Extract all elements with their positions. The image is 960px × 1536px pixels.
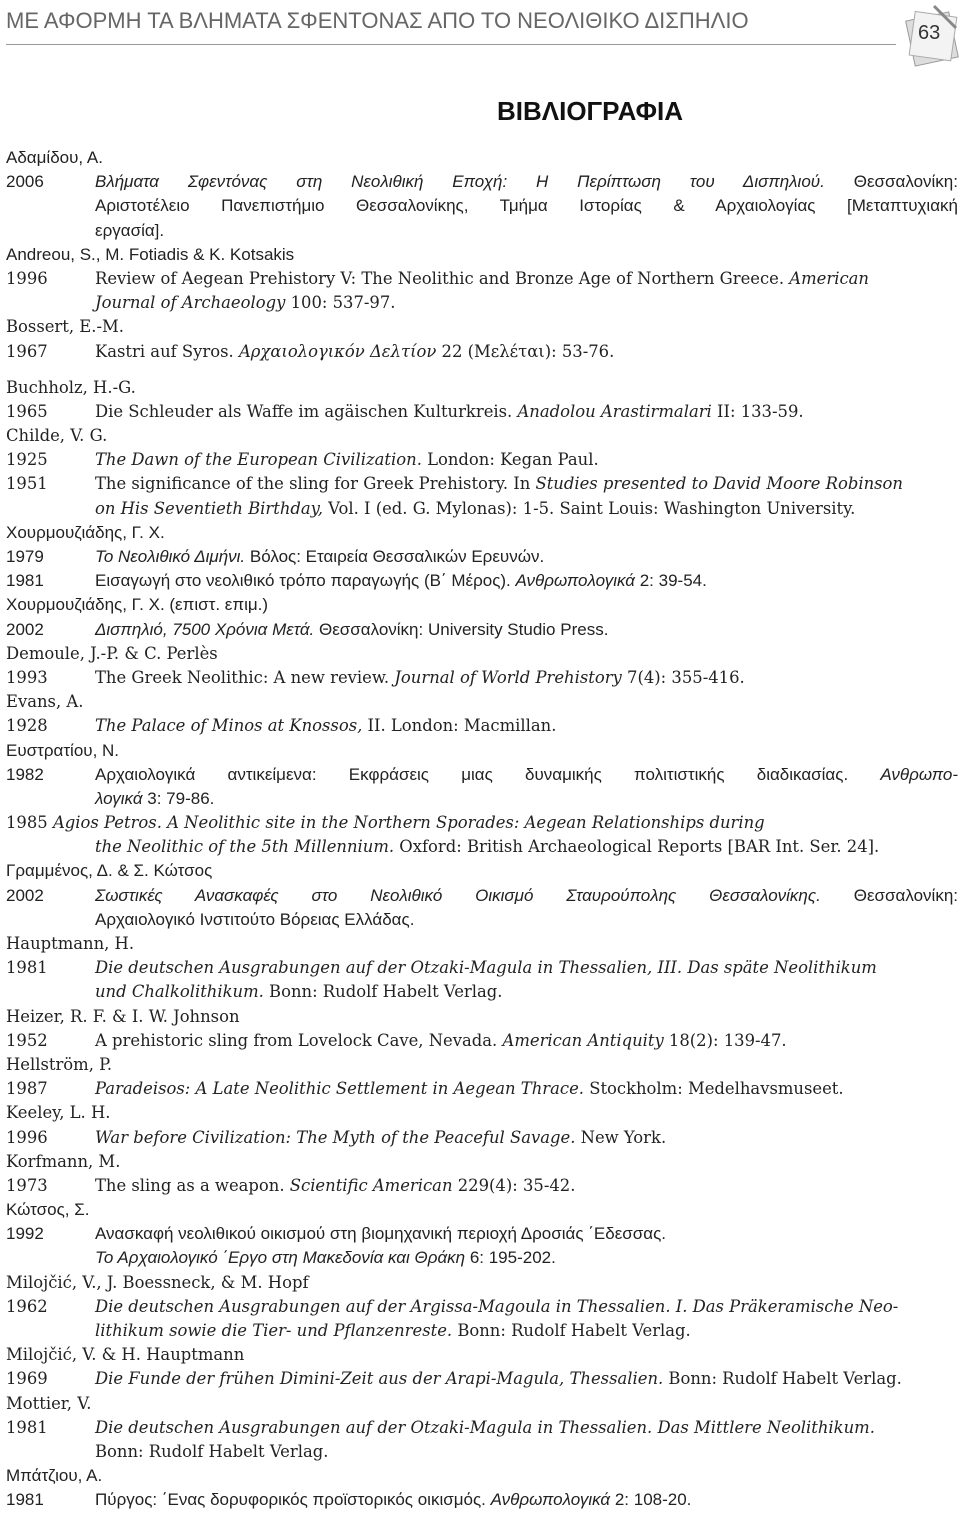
entry-title: A prehistoric sling from Lovelock Cave, Nevada. — [95, 1030, 503, 1050]
entry-publisher: Θεσσαλονίκη: — [824, 172, 958, 192]
entry-publisher: Θεσσαλονίκη: University Studio Press. — [314, 619, 609, 639]
entry-pages: 229(4): 35-42. — [452, 1175, 576, 1195]
entry-year: 1987 — [6, 1079, 48, 1099]
entry-pages: 18(2): 139-47. — [663, 1030, 787, 1050]
entry-journal: Ανθρωπολογικά — [490, 1490, 611, 1510]
author-line: Ευστρατίου, Ν. — [6, 740, 120, 760]
entry-continuation — [6, 835, 958, 859]
entry-line — [6, 472, 958, 496]
entry-title: Βλήματα Σφεντόνας στη Νεολιθική Εποχή: Η Περίπτωση του Δισπηλιού. — [95, 172, 825, 192]
entry-continuation: Bonn: Rudolf Habelt Verlag. — [95, 1441, 329, 1461]
entry-title: und Chalkolithikum. — [95, 982, 264, 1002]
entry-continuation — [6, 1246, 958, 1270]
entry-line — [6, 1416, 958, 1440]
entry-journal: American Antiquity — [502, 1030, 664, 1050]
section-title: ΒΙΒΛΙΟΓΡΑΦΙΑ — [496, 96, 684, 126]
entry-title: Die deutschen Ausgrabungen auf der Otzaki-Magula in Thessalien. Das Mittlere Neolithikum. — [95, 1417, 875, 1437]
entry-pages: 100: 537-97. — [285, 293, 396, 313]
entry-year: 1996 — [6, 1127, 48, 1147]
author-line: Heizer, R. F. & I. W. Johnson — [6, 1006, 240, 1026]
entry-continuation — [6, 291, 958, 315]
entry-book: on His Seventieth Birthday, — [95, 498, 323, 518]
entry-publisher: Oxford: British Archaeological Reports [BAR Int. Ser. 24]. — [394, 837, 880, 857]
entry-publisher: Θεσσαλονίκη: — [820, 885, 958, 905]
entry-title: The Palace of Minos at Knossos, — [95, 716, 363, 736]
entry-title: Die Funde der frühen Dimini-Zeit aus der Arapi-Magula, Thessalien. — [95, 1369, 664, 1389]
entry-journal: Ανθρωπολογικά — [515, 571, 635, 591]
entry-title: Die deutschen Ausgrabungen auf der Otzaki-Magula in Thessalien, III. Das späte Neolithikum — [95, 958, 877, 978]
entry-line — [6, 1295, 958, 1319]
entry-publisher: New York. — [575, 1127, 667, 1147]
entry-publisher: Vol. I (ed. G. Mylonas): 1-5. Saint Louis: Washington University. — [322, 498, 856, 518]
entry-year: 1982 — [6, 764, 44, 784]
entry-line — [6, 666, 958, 690]
entry-title: Die deutschen Ausgrabungen auf der Argissa-Magoula in Thessalien. I. Das Präkeramische Neo- — [95, 1296, 899, 1316]
entry-line — [6, 618, 958, 642]
entry-continuation: εργασία]. — [95, 220, 165, 240]
entry-pages: II: 133-59. — [711, 401, 804, 421]
entry-continuation: Αριστοτέλειο Πανεπιστήμιο Θεσσαλονίκης, Τμήμα Ιστορίας & Αρχαιολογίας [Μεταπτυχιακή — [95, 196, 958, 216]
entry-title: Εισαγωγή στο νεολιθικό τρόπο παραγωγής (Β΄ Μέρος). — [95, 571, 516, 591]
entry-journal: Scientific American — [289, 1175, 453, 1195]
author-line: Κώτσος, Σ. — [6, 1200, 90, 1220]
entry-title: Paradeisos: A Late Neolithic Settlement in Aegean Thrace. — [95, 1079, 584, 1099]
entry-year: 1992 — [6, 1224, 44, 1244]
entry-line — [6, 763, 958, 787]
entry-pages: 22 (Μελέται): 53-76. — [436, 341, 615, 361]
entry-year: 1981 — [6, 958, 48, 978]
entry-journal: Journal of Archaeology — [95, 293, 286, 313]
entry-title: Το Νεολιθικό Διμήνι. — [95, 547, 246, 566]
bibliography-list — [6, 146, 958, 1513]
entry-pages: 6: 195-202. — [465, 1248, 556, 1268]
page-number: 63 — [918, 22, 941, 44]
entry-journal: Anadolou Arastirmalari — [517, 401, 712, 421]
entry-title: lithikum sowie die Tier- und Pflanzenreste. — [95, 1321, 453, 1340]
entry-journal: Το Αρχαιολογικό ΄Εργο στη Μακεδονία και Θράκη — [95, 1248, 466, 1268]
entry-publisher: Bonn: Rudolf Habelt Verlag. — [452, 1321, 691, 1340]
entry-pages: 3: 79-86. — [142, 788, 215, 808]
entry-title: Σωστικές Ανασκαφές στο Νεολιθικό Οικισμό Σταυρούπολης Θεσσαλονίκης. — [95, 885, 821, 905]
entry-year: 1969 — [6, 1369, 48, 1389]
author-line: Mottier, V. — [6, 1393, 92, 1413]
entry-publisher: Stockholm: Medelhavsmuseet. — [584, 1079, 844, 1099]
entry-pages: 2: 39-54. — [635, 571, 707, 591]
entry-line — [6, 956, 958, 980]
entry-title: Die Schleuder als Waffe im agäischen Kulturkreis. — [95, 401, 518, 421]
entry-year: 1962 — [6, 1296, 48, 1316]
author-line: Korfmann, M. — [6, 1151, 121, 1171]
entry-line — [6, 400, 958, 424]
author-line: Hellström, P. — [6, 1054, 113, 1074]
entry-continuation: Αρχαιολογικό Ινστιτούτο Βόρειας Ελλάδας. — [95, 909, 415, 929]
entry-year: 1952 — [6, 1030, 48, 1050]
entry-title: Πύργος: ΄Ενας δορυφορικός προϊστορικός οικισμός. — [95, 1490, 491, 1510]
entry-title: The Dawn of the European Civilization. — [95, 450, 422, 470]
author-line: Χουρμουζιάδης, Γ. Χ. (επιστ. επιμ.) — [6, 595, 269, 615]
entry-year: 1979 — [6, 547, 44, 566]
entry-publisher: Bonn: Rudolf Habelt Verlag. — [663, 1369, 902, 1389]
entry-journal: American — [789, 268, 869, 288]
entry-title: The Greek Neolithic: A new review. — [95, 667, 395, 687]
entry-line — [6, 884, 958, 908]
entry-journal: λογικά — [95, 788, 143, 808]
entry-title: Ανασκαφή νεολιθικού οικισμού στη βιομηχανική περιοχή Δροσιάς ΄Εδεσσας. — [95, 1224, 667, 1244]
entry-title: Kastri auf Syros. — [95, 341, 239, 361]
entry-line — [6, 340, 958, 364]
entry-line — [6, 170, 958, 194]
page-header — [6, 6, 896, 46]
entry-year: 1985 — [6, 813, 53, 833]
author-line: Childe, V. G. — [6, 426, 108, 446]
entry-year: 2002 — [6, 619, 44, 639]
entry-publisher: London: Kegan Paul. — [421, 450, 599, 470]
entry-line — [6, 811, 958, 835]
entry-journal: Αρχαιολογικόν Δελτίον — [238, 341, 437, 361]
entry-line — [6, 714, 958, 738]
entry-title: The significance of the sling for Greek Prehistory. In — [95, 474, 536, 494]
entry-title: Αρχαιολογικά αντικείμενα: Εκφράσεις μιας δυναμικής πολιτιστικής διαδικασίας. — [95, 764, 881, 784]
header-rule — [6, 44, 896, 45]
entry-line — [6, 1174, 958, 1198]
entry-journal: Journal of World Prehistory — [394, 667, 622, 687]
author-line: Evans, A. — [6, 692, 84, 712]
entry-continuation — [6, 980, 958, 1004]
entry-line — [6, 545, 958, 569]
entry-continuation — [6, 1319, 958, 1343]
author-line: Χουρμουζιάδης, Γ. Χ. — [6, 522, 165, 542]
entry-book: Studies presented to David Moore Robinson — [535, 474, 903, 494]
entry-title: Δισπηλιό, 7500 Χρόνια Μετά. — [95, 619, 315, 639]
entry-title: The sling as a weapon. — [95, 1175, 290, 1195]
entry-line — [6, 1367, 958, 1391]
author-line: Keeley, L. H. — [6, 1103, 111, 1123]
entry-pages: 7(4): 355-416. — [621, 667, 745, 687]
entry-line — [6, 448, 958, 472]
entry-year: 1965 — [6, 401, 48, 421]
entry-year: 1928 — [6, 716, 48, 736]
running-title: ΜΕ ΑΦΟΡΜΗ ΤΑ ΒΛΗΜΑΤΑ ΣΦΕΝΤΟΝΑΣ ΑΠΟ ΤΟ ΝΕΟΛΙΘΙΚΟ ΔΙΣΠΗΛΙΟ — [6, 8, 749, 33]
entry-pages: 2: 108-20. — [610, 1490, 692, 1510]
entry-title: Agios Petros. A Neolithic site in the Northern Sporades: Aegean Relationships during — [52, 813, 765, 833]
author-line: Milojčić, V. & H. Hauptmann — [6, 1345, 245, 1365]
entry-publisher: II. London: Macmillan. — [362, 716, 557, 736]
page-number-badge — [904, 4, 960, 64]
author-line: Demoule, J.-P. & C. Perlès — [6, 643, 218, 663]
entry-line — [6, 1029, 958, 1053]
entry-year: 1996 — [6, 268, 48, 288]
entry-publisher: Βόλος: Εταιρεία Θεσσαλικών Ερευνών. — [245, 547, 545, 566]
entry-year: 1951 — [6, 474, 48, 494]
entry-line — [6, 1222, 958, 1246]
entry-line — [6, 569, 958, 593]
entry-title: the Neolithic of the 5th Millennium. — [95, 837, 395, 857]
author-line: Γραμμένος, Δ. & Σ. Κώτσος — [6, 861, 213, 881]
author-line: Milojčić, V., J. Boessneck, & M. Hopf — [6, 1272, 309, 1292]
entry-line — [6, 1488, 958, 1512]
author-line: Αδαμίδου, Α. — [6, 148, 103, 167]
entry-line — [6, 267, 958, 291]
entry-year: 1981 — [6, 1417, 48, 1437]
entry-journal: Ανθρωπο- — [880, 764, 958, 784]
author-line: Andreou, S., M. Fotiadis & K. Kotsakis — [6, 244, 295, 264]
entry-year: 1981 — [6, 1490, 44, 1510]
author-line: Hauptmann, H. — [6, 934, 135, 953]
author-line: Bossert, E.-M. — [6, 317, 124, 337]
entry-year: 1981 — [6, 571, 44, 591]
author-line: Μπάτζιου, Α. — [6, 1466, 103, 1486]
entry-year: 2006 — [6, 172, 44, 192]
entry-line — [6, 1077, 958, 1101]
entry-continuation — [6, 787, 958, 811]
entry-year: 1993 — [6, 667, 48, 687]
entry-year: 1973 — [6, 1175, 48, 1195]
entry-publisher: Bonn: Rudolf Habelt Verlag. — [263, 982, 503, 1002]
author-line: Buchholz, H.-G. — [6, 377, 136, 397]
entry-year: 2002 — [6, 885, 44, 905]
entry-line — [6, 1126, 958, 1150]
entry-year: 1967 — [6, 341, 48, 361]
entry-continuation — [6, 497, 958, 521]
entry-title: War before Civilization: The Myth of the Peaceful Savage. — [95, 1127, 576, 1147]
entry-year: 1925 — [6, 450, 48, 470]
entry-title: Review of Aegean Prehistory V: The Neolithic and Bronze Age of Northern Greece. — [95, 268, 790, 288]
